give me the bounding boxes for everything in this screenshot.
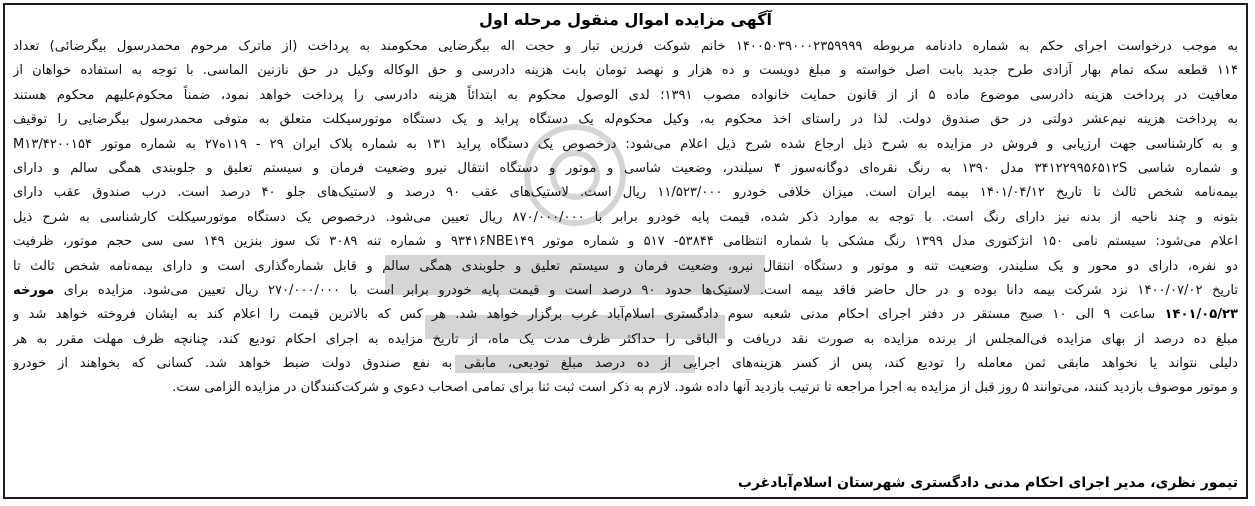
notice-line: بتونه و چند ناحیه از بدنه نیز دارای رنگ است. با توجه به موارد ذکر شده، قیمت پایه خودرو برابر با ۸۷۰/۰۰۰/۰۰۰ ریال تعیین می‌شود. درخصوص یک دستگاه موتورسیکلت کارشناسی به شرح ذیل — [13, 209, 1238, 225]
notice-body — [13, 35, 1238, 401]
notice-line: و به کارشناسی جهت ارزیابی و فروش در مزایده به شرح ذیل ارجاع شده شرح ذیل اعلام می‌شود: درخصوص یک دستگاه پراید ۱۳۱ به شماره پلاک ایران ۲۹ - ۱۱۹ه۲۷ به شماره موتور ۴۲۰۰۱۵۴/M۱۳ — [13, 136, 1238, 152]
notice-line-text: ساعت ۹ الی ۱۰ صبح مستقر در دفتر اجرای احکام مدنی شعبه سوم دادگستری اسلام‌آباد غرب برگزار خواهد شد. هر کس که بالاترین قیمت را اعلام کند به ایشان فروخته خواهد شد و — [13, 307, 1156, 323]
notice-line: مبلغ ده درصد از بهای مزایده فی‌المجلس از برنده مزایده به صورت نقد دریافت و الباقی را حداکثر ظرف مدت یک ماه، از تاریخ مزایده به اجرای احکام تودیع کند، چنانچه ظرف مهلت مقرر به هر — [13, 331, 1238, 347]
notice-frame — [3, 3, 1248, 499]
notice-line-auction-date — [13, 279, 1238, 303]
notice-line: به موجب درخواست اجرای حکم به شماره دادنامه مربوطه ۱۴۰۰۵۰۳۹۰۰۰۲۳۵۹۹۹۹ خانم شوکت فرزین تبار و حجت اله بیگرضایی محکومند به پرداخت (از ماترک مرحوم محمدرسول بیگرضائی) تعداد — [13, 39, 1238, 54]
notice-line: و شماره شاسی ۳۴۱۲۲۹۹۵۶۵۱۲S مدل ۱۳۹۰ به رنگ نقره‌ای دوگانه‌سوز ۴ سیلندر، وضعیت شاسی و موتور و دستگاه انتقال نیرو وضعیت فرمان و سیستم تعلیق و جلوبندی همگی سالم و دارای — [13, 160, 1238, 176]
notice-signature: تیمور نظری، مدیر اجرای احکام مدنی دادگستری شهرستان اسلام‌آبادغرب — [737, 475, 1238, 491]
auction-date-label: مورخه — [13, 282, 55, 298]
notice-line: دلیلی نتواند یا نخواهد مابقی ثمن معامله را تودیع کند، پس از کسر هزینه‌های اجرایی از ده درصد مبلغ تودیعی، مابقی به نفع صندوق دولت ضبط خواهد شد. کسانی که بخواهند از خودرو — [13, 356, 1238, 372]
auction-date-value: ۱۴۰۱/۰۵/۲۳ — [1164, 307, 1238, 323]
notice-line: ۱۱۴ قطعه سکه تمام بهار آزادی طرح جدید بابت اصل خواسته و مبلغ دویست و ده هزار و نهصد تومان بابت هزینه دادرسی و حق الوکاله وکیل در حق نازنین الماسی. با توجه به استفاده خواهان از — [13, 63, 1238, 79]
notice-line: دو نفره، دارای دو محور و یک سلیندر، وضعیت تنه و موتور و دستگاه انتقال نیرو، وضعیت فرمان و سیستم تعلیق و جلوبندی همگی سالم و قابل شماره‌گذاری است و دارای بیمه‌نامه شخص ثالث تا — [13, 258, 1238, 274]
notice-line: و موتور موصوف بازدید کنند، می‌توانند ۵ روز قبل از مزایده به اجرا مراجعه تا ترتیب بازدید آنها داده شود. لازم به ذکر است ثبت ثنا برای تمامی اصحاب دعوی و شرکت‌کنندگان در مزایده الزامی ست. — [172, 380, 1238, 396]
notice-line: به پرداخت هزینه نیم‌عشر دولتی در حق صندوق دولت. لذا در راستای اخذ محکوم به، وکیل محکوم‌له یک دستگاه پراید و یک دستگاه موتورسیکلت متعلق به متوفی محمدرسول بیگرضایی را توقیف — [13, 112, 1238, 128]
notice-line: معافیت در پرداخت هزینه دادرسی موضوع ماده ۵ از از قانون حمایت خانواده مصوب ۱۳۹۱؛ لدی الوصول محکوم به ابتدائاً هزینه دادرسی را پرداخت خواهد نمود، ضمناً محکوم‌علیهم محکوم هستند — [13, 87, 1238, 103]
notice-line-text: تاریخ ۱۴۰۰/۰۷/۰۲ نزد شرکت بیمه دانا بوده و در حال حاضر فاقد بیمه است. لاستیک‌ها حدود ۹۰ درصد است و قیمت پایه خودرو برابر است با ۲۷۰/۰۰۰/۰۰۰ ریال تعیین می‌شود. مزایده برای — [63, 282, 1238, 298]
notice-line: بیمه‌نامه شخص ثالث تا تاریخ ۱۴۰۱/۰۴/۱۲ بیمه ایران است. میزان خلافی خودرو ۱۱/۵۲۳/۰۰۰ ریال است. لاستیک‌های عقب ۹۰ درصد و لاستیک‌های جلو ۴۰ درصد است. درب صندوق عقب دارای — [13, 185, 1238, 201]
notice-line-auction-time — [13, 303, 1238, 327]
notice-title: آگهی مزایده اموال منقول مرحله اول — [478, 10, 773, 29]
notice-line: اعلام می‌شود: سیستم نامی ۱۵۰ انژکتوری مدل ۱۳۹۹ رنگ مشکی با شماره انتظامی ۵۳۸۴۴- ۵۱۷ و شماره موتور ۹۳۴۱۶NBE۱۴۹ و شماره تنه ۳۰۸۹ تک سوز بنزین ۱۴۹ سی سی حجم موتور، ظرفیت — [13, 234, 1238, 250]
